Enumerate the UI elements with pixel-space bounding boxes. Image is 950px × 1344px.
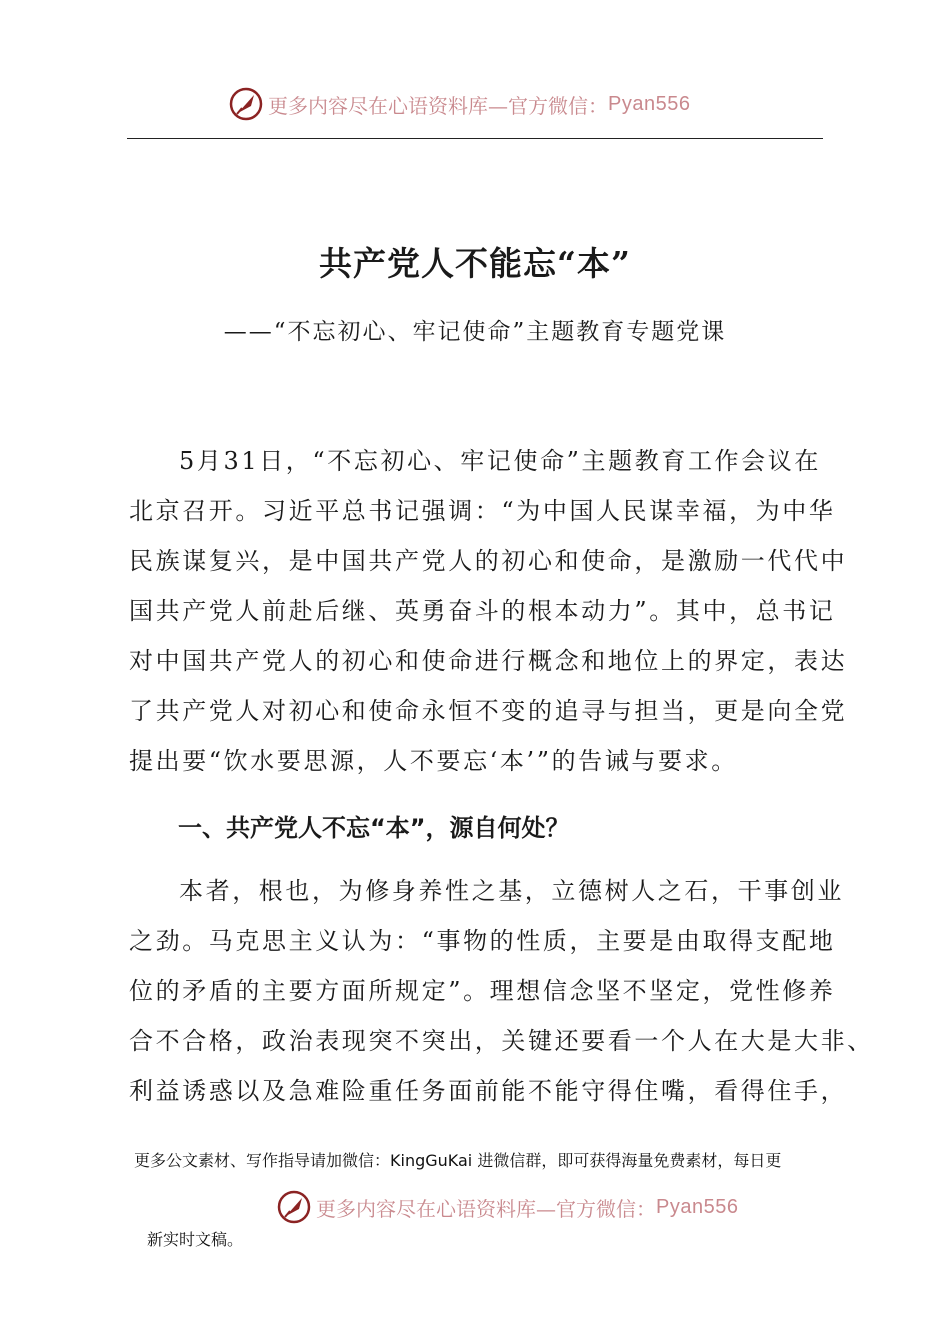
quill-logo-icon: [228, 86, 264, 122]
paragraph-line: 对中国共产党人的初心和使命进行概念和地位上的界定，表达: [129, 647, 848, 675]
paragraph-line: 利益诱惑以及急难险重任务面前能不能守得住嘴，看得住手，: [129, 1077, 848, 1105]
paragraph-line: 了共产党人对初心和使命永恒不变的追寻与担当，更是向全党: [129, 697, 848, 725]
body-paragraph-1: [129, 436, 848, 786]
watermark-text: 更多内容尽在心语资料库—官方微信：: [316, 1196, 656, 1221]
quill-logo-icon: [276, 1189, 312, 1225]
paragraph-line: 民族谋复兴，是中国共产党人的初心和使命，是激励一代代中: [129, 547, 848, 575]
paragraph-line: 北京召开。习近平总书记强调：“为中国人民谋幸福，为中华: [129, 497, 836, 525]
watermark-wechat-id: Pyan556: [656, 1195, 739, 1218]
paragraph-line: 之劲。马克思主义认为：“事物的性质，主要是由取得支配地: [129, 927, 836, 955]
paragraph-line: 合不合格，政治表现突不突出，关键还要看一个人在大是大非、: [129, 1027, 874, 1055]
footer-note-line-1: 更多公文素材、写作指导请加微信：KingGuKai 进微信群，即可获得海量免费素材，每日更: [134, 1151, 782, 1170]
watermark-banner-top: [228, 86, 690, 122]
paragraph-line: 5月31日，“不忘初心、牢记使命”主题教育工作会议在: [179, 447, 821, 475]
document-subtitle: ——“不忘初心、牢记使命”主题教育专题党课: [223, 319, 727, 345]
paragraph-line: 本者，根也，为修身养性之基，立德树人之石，干事创业: [179, 877, 844, 905]
watermark-banner-bottom: [276, 1189, 738, 1225]
footer-note-line-2: 新实时文稿。: [147, 1230, 244, 1249]
paragraph-line: 位的矛盾的主要方面所规定”。理想信念坚不坚定，党性修养: [129, 977, 836, 1005]
paragraph-line: 提出要“饮水要思源，人不要忘‘本’”的告诫与要求。: [129, 747, 738, 775]
watermark-wechat-id: Pyan556: [608, 92, 691, 115]
watermark-text: 更多内容尽在心语资料库—官方微信：: [268, 93, 608, 118]
paragraph-line: 国共产党人前赴后继、英勇奋斗的根本动力”。其中，总书记: [129, 597, 836, 625]
document-title: 共产党人不能忘“本”: [319, 244, 631, 283]
body-paragraph-2: [129, 866, 874, 1116]
header-divider: [127, 138, 823, 139]
section-heading-1: 一、共产党人不忘“本”，源自何处？: [178, 814, 570, 842]
